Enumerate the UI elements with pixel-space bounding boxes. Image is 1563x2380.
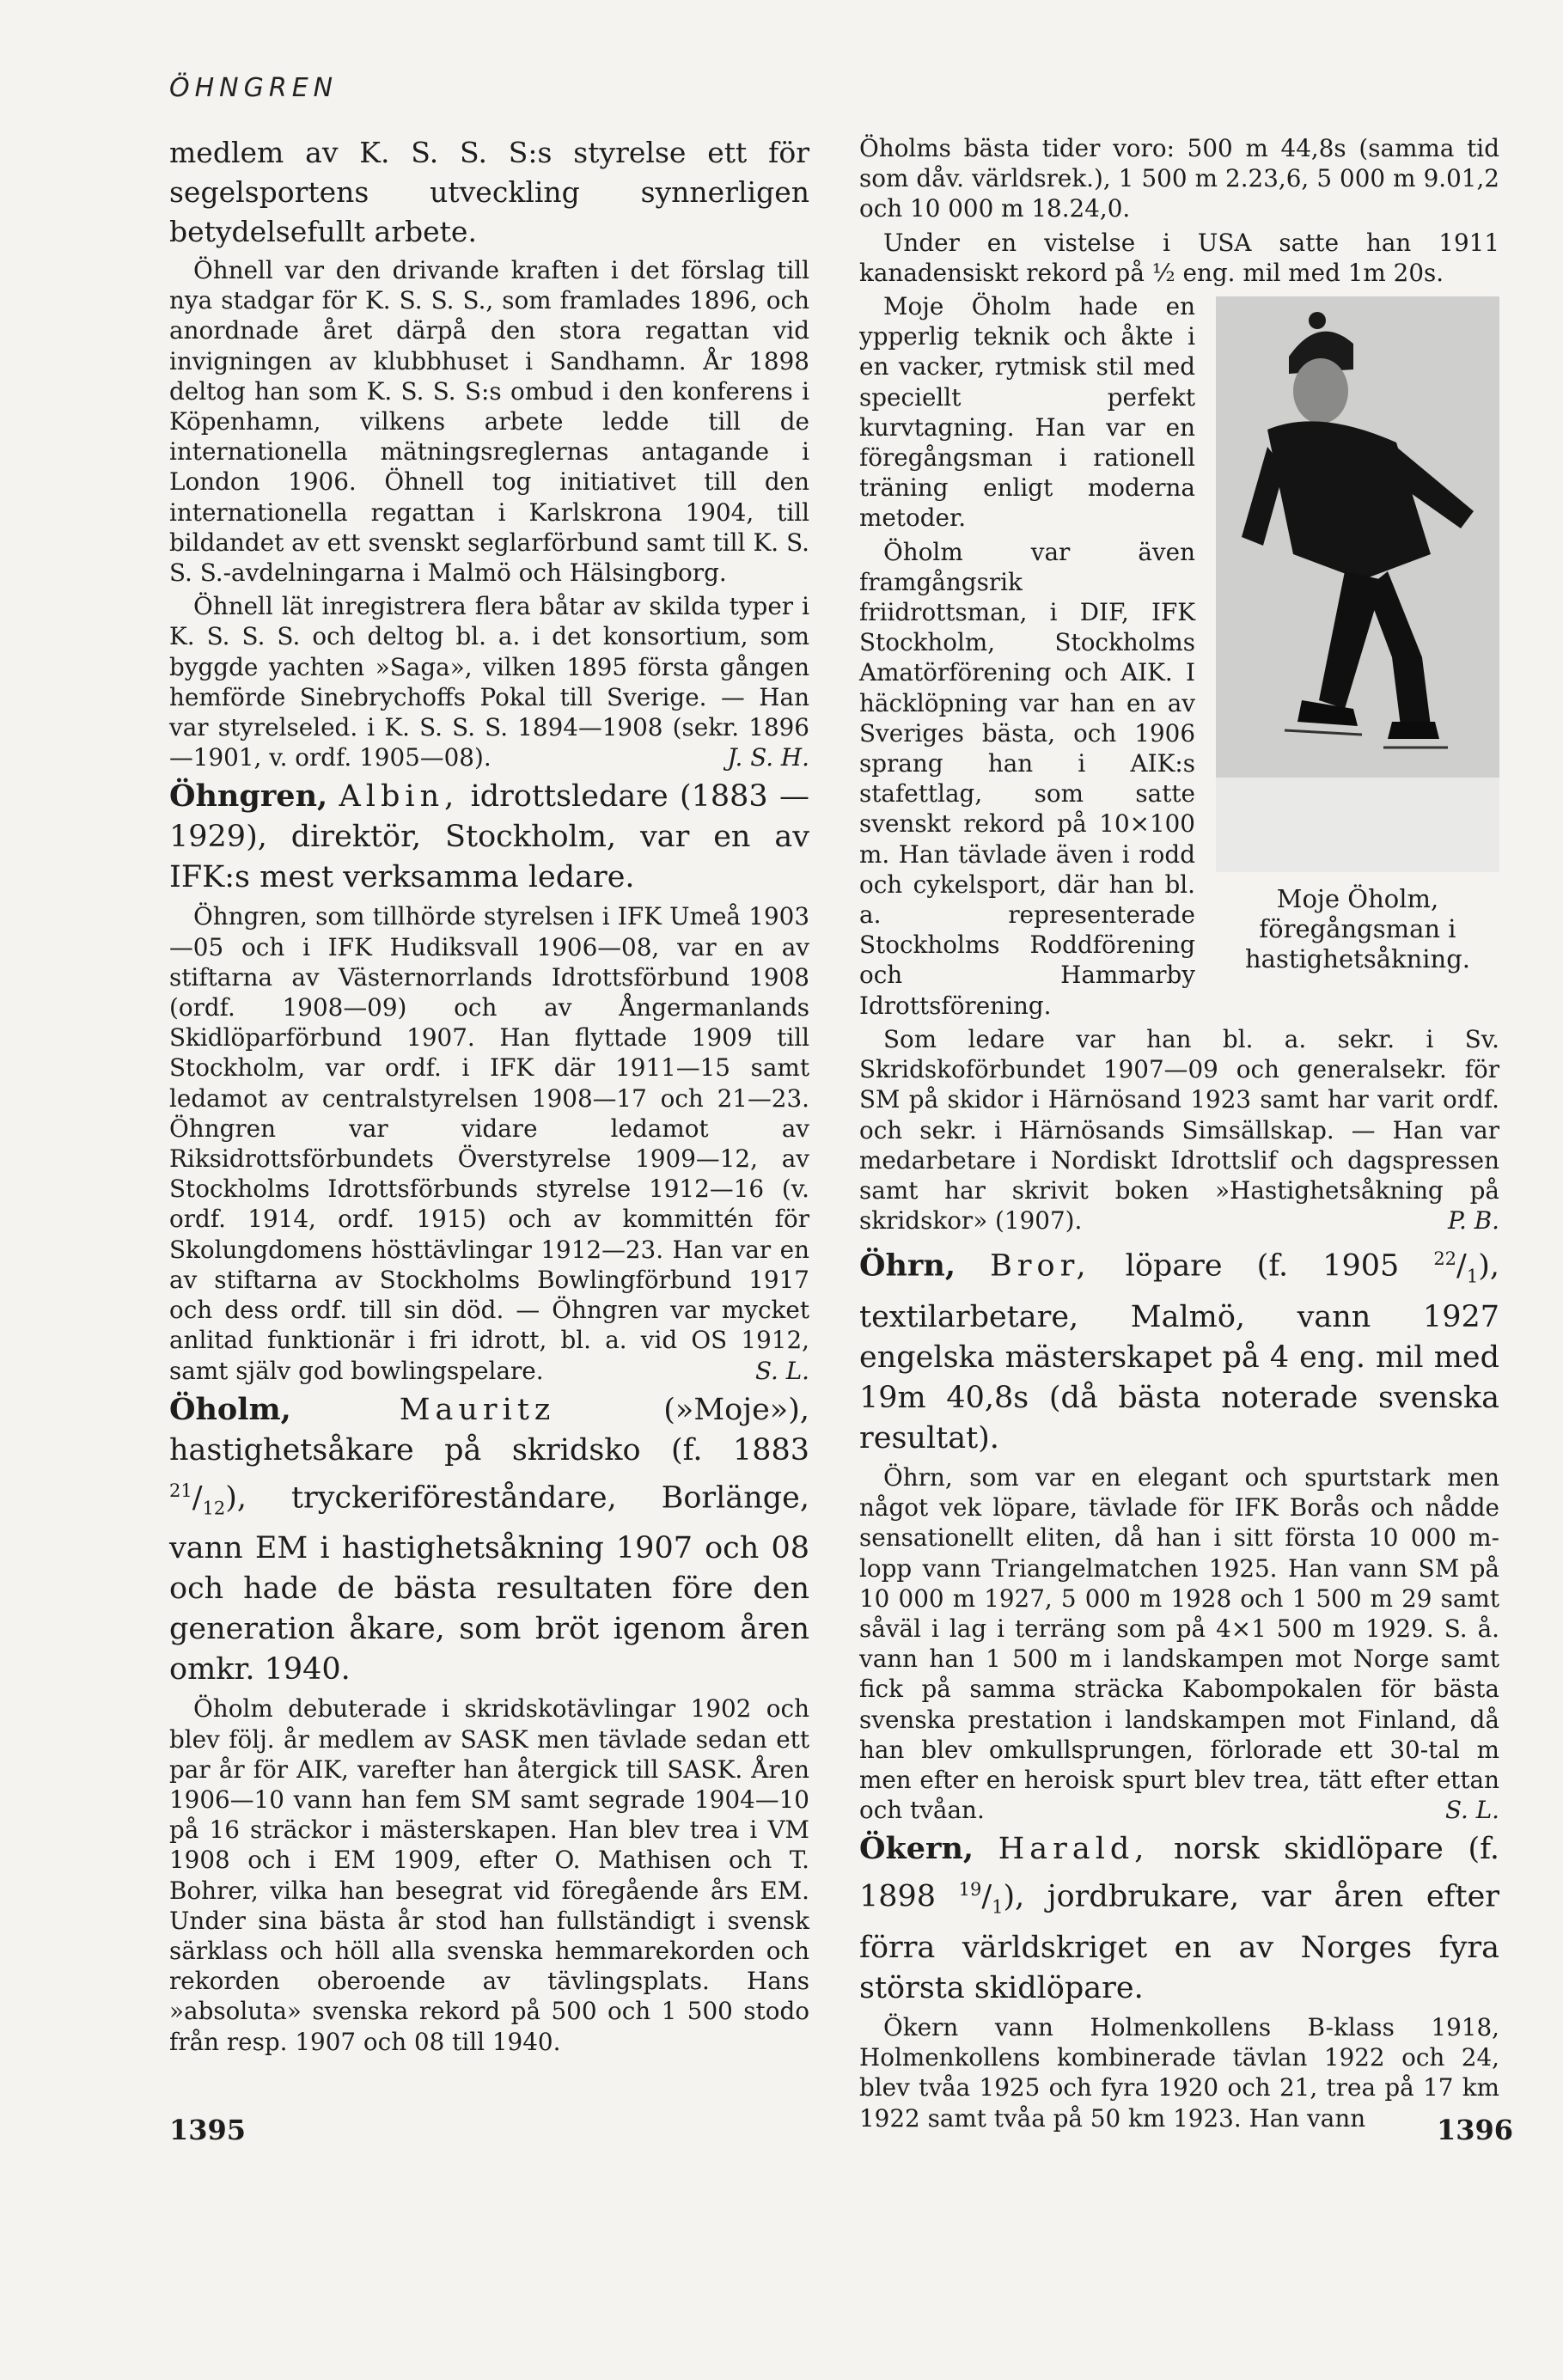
entry-lead: (»Moje»), hastighetsåkare på skridsko (f. 1883 (169, 1392, 809, 1468)
entry-given-name: Bror, (990, 1248, 1091, 1284)
entry-lead: löpare (f. 1905 (1090, 1248, 1434, 1284)
paragraph-continuation: medlem av K. S. S. S:s styrelse ett för segelsportens utveckling synnerligen betydelsefullt arbete. (169, 136, 809, 248)
date-month: 12 (202, 1498, 226, 1519)
date-day: 22 (1433, 1248, 1457, 1270)
left-column (169, 133, 809, 2060)
right-column (859, 133, 1499, 2137)
entry-body: Öholm debuterade i skridskotävlingar 1902 och blev följ. år medlem av SASK men tävlade sedan ett par år för AIK, varefter han återgick till SASK. Åren 1906—10 vann han fem SM samt segrade 1904—10 på 16 sträckor i mästerskapen. Han blev trea i VM 1908 och i EM 1909, efter O. Mathisen och T. Bohrer, vilka han besegrat vid föregående års EM. Under sina bästa år stod han fullständigt i svensk särklass och höll alla svenska hemmarekorden och rekorden oberoende av tävlingsplats. Hans »absoluta» svenska rekord på 500 och 1 500 stodo från resp. 1907 och 08 till 1940. (169, 1694, 809, 2056)
entry-name: Ökern, (859, 1831, 974, 1867)
entry-name: Öhrn, (859, 1248, 956, 1284)
paragraph: Öholm var även framgångsrik friidrottsman, i DIF, IFK Stockholm, Stockholms Amatörförening och AIK. I häcklöpning var han en av Sveriges bästa, och 1906 sprang han i AIK:s stafettlag, som satte svenskt rekord på 10×100 m. Han tävlade även i rodd och cykelsport, där han bl. a. representerade Stockholms Roddförening och Hammarby Idrottsförening. (859, 537, 1195, 1020)
author-signature: J. S. H. (727, 743, 809, 772)
paragraph (859, 1024, 1499, 1236)
page-number-left: 1395 (169, 2114, 247, 2146)
entry-body (859, 1462, 1499, 1825)
skater-photo (1216, 296, 1499, 872)
entry-name: Öhngren, (169, 778, 328, 815)
date-day: 19 (958, 1879, 982, 1901)
paragraph: Öholms bästa tider voro: 500 m 44,8s (samma tid som dåv. världsrek.), 1 500 m 2.23,6, 5 000 m 9.01,2 och 10 000 m 18.24,0. (859, 134, 1499, 223)
paragraph-text: Som ledare var han bl. a. sekr. i Sv. Skridskoförbundet 1907—09 och generalsekr. för SM på skidor i Härnösand 1923 samt har varit ordf. och sekr. i Härnösands Simsällskap. — Han var medarbetare i Nordiskt Idrottslif och dagspressen samt har skrivit boken »Hastighetsåkning på skridskor» (1907). (859, 1024, 1499, 1236)
entry-body-text: Öhrn, som var en elegant och spurtstark men något vek löpare, tävlade för IFK Borås och nådde sensationellt eliten, då han i sitt första 10 000 m-lopp vann Triangelmatchen 1925. Han vann SM på 10 000 m 1927, 5 000 m 1928 och 1 500 m 29 samt såväl i lag i terräng som på 4×1 500 m 1929. S. å. vann han 1 500 m i landskampen mot Norge samt fick på samma sträcka Kabompokalen för bästa svenska prestation i landskampen mot Finland, då han blev omkullsprungen, förlorade ett 30-tal m men efter en heroisk spurt blev trea, tätt efter ettan och tvåan. (859, 1462, 1499, 1825)
entry-body (169, 901, 809, 1385)
author-signature: S. L. (754, 1356, 809, 1385)
entry-given-name: Albin, (339, 779, 460, 815)
paragraph (169, 591, 809, 772)
entry-heading-okern: Ökern, Harald, norsk skidlöpare (f. 1898 $^{19}/_1$), jordbrukare, var åren efter förra världskriget en av Norges fyra största skidlöpare. (859, 1831, 1500, 2006)
date-month: 1 (1466, 1266, 1479, 1287)
running-head: ÖHNGREN (169, 73, 339, 103)
skater-illustration (1216, 296, 1499, 872)
entry-given-name: Mauritz (399, 1392, 556, 1427)
entry-lead: norsk skidlöpare (f. 1898 (859, 1832, 1499, 1915)
entry-body-text: Öhngren, som tillhörde styrelsen i IFK Umeå 1903—05 och i IFK Hudiksvall 1906—08, var en av stiftarna av Västernorrlands Idrottsförbund 1908 (ordf. 1908—09) och av Ångermanlands Skidlöparförbund 1907. Han flyttade 1909 till Stockholm, var ordf. i IFK där 1911—15 samt ledamot av centralstyrelsen 1908—17 och 21—23. Öhngren var vidare ledamot av Riksidrottsförbundets Överstyrelse 1909—12, av Stockholms Idrottsförbunds styrelse 1912—16 (v. ordf. 1914, ordf. 1915) och av kommittén för Skolungdomens hösttävlingar 1912—23. Han var en av stiftarna av Stockholms Bowlingförbund 1917 och dess ordf. till sin död. — Öhngren var mycket anlitad funktionär i fri idrott, bl. a. vid OS 1912, samt själv god bowlingspelare. (169, 902, 809, 1385)
entry-lead-rest: ), tryckeriföreståndare, Borlänge, vann EM i hastighetsåkning 1907 och 08 och hade de bästa resultaten före den generation åkare, som bröt igenom åren omkr. 1940. (169, 1480, 809, 1687)
paragraph: Under en vistelse i USA satte han 1911 kanadensiskt rekord på ½ eng. mil med 1m 20s. (859, 228, 1499, 287)
author-signature: S. L. (1444, 1796, 1499, 1825)
date-day: 21 (169, 1480, 192, 1501)
date-month: 1 (992, 1897, 1004, 1919)
figure-caption: Moje Öholm, föregångsman i hastighetsåkning. (1245, 884, 1470, 974)
entry-name: Öholm, (169, 1391, 291, 1427)
entry-lead-rest: ), textilarbetare, Malmö, vann 1927 engelska mästerskapet på 4 eng. mil med 19m 40,8s (då bästa noterade svenska resultat). (859, 1248, 1499, 1455)
entry-given-name: Harald, (998, 1832, 1150, 1867)
paragraph: Öhnell var den drivande kraften i det förslag till nya stadgar för K. S. S. S., som framlades 1896, och anordnade året därpå den stora regattan vid invigningen av klubbhuset i Sandhamn. År 1898 deltog han som K. S. S. S:s ombud i den konferens i Köpenhamn, vilkens arbete ledde till de internationella mätningsreglernas antagande i London 1906. Öhnell tog initiativet till den internationella regattan i Karlskrona 1904, till bildandet av ett svenskt seglarförbund samt till K. S. S. S.-avdelningarna i Malmö och Hälsingborg. (169, 256, 809, 588)
figure (1216, 296, 1499, 974)
entry-lead: idrottsledare (1883 —1929), direktör, Stockholm, var en av IFK:s mest verksamma ledare. (169, 779, 809, 895)
entry-heading-ohngren (169, 776, 809, 898)
paragraph: Moje Öholm hade en ypperlig teknik och åkte i en vacker, rytmisk stil med speciellt perfekt kurvtagning. Han var en föregångsman i rationell träning enligt moderna metoder. (859, 292, 1195, 533)
entry-heading-ohrn: Öhrn, Bror, löpare (f. 1905 $^{22}/_1$), textilarbetare, Malmö, vann 1927 engelska mästerskapet på 4 eng. mil med 19m 40,8s (då bästa noterade svenska resultat). (859, 1248, 1499, 1455)
entry-lead-rest: ), jordbrukare, var åren efter förra världskriget en av Norges fyra största skidlöpare. (859, 1880, 1500, 2006)
paragraph-text: Öhnell lät inregistrera flera båtar av skilda typer i K. S. S. S. och deltog bl. a. i det konsortium, som byggde yachten »Saga», vilken 1895 första gången hemförde Sinebrychoffs Pokal till Sverige. — Han var styrelseled. i K. S. S. S. 1894—1908 (sekr. 1896—1901, v. ordf. 1905—08). (169, 592, 809, 772)
entry-heading-oholm: Öholm, Mauritz (»Moje»), hastighetsåkare på skridsko (f. 1883 $^{21}/_{12}$), tryckeriföreståndare, Borlänge, vann EM i hastighetsåkning 1907 och 08 och hade de bästa resultaten före den generation åkare, som bröt igenom åren omkr. 1940. (169, 1391, 809, 1687)
page-number-right: 1396 (1437, 2114, 1514, 2146)
entry-body: Ökern vann Holmenkollens B-klass 1918, Holmenkollens kombinerade tävlan 1922 och 24, blev tvåa 1925 och fyra 1920 och 21, trea på 17 km 1922 samt tvåa på 50 km 1923. Han vann (859, 2013, 1499, 2133)
author-signature: P. B. (1447, 1206, 1499, 1236)
